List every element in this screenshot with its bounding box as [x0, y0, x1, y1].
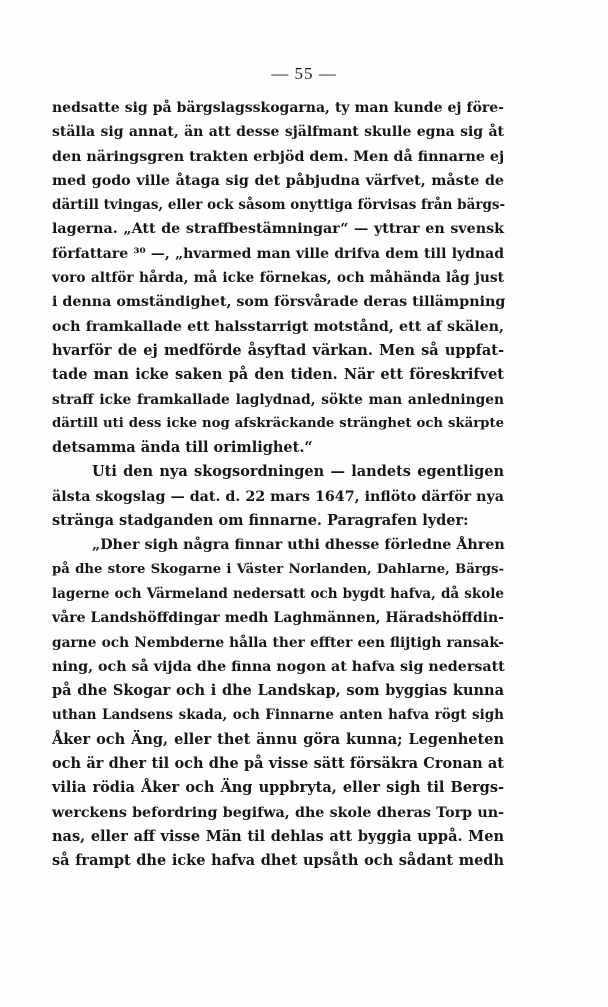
text-line: därtill uti dess icke nog afskräckande stränghet och skärpte [52, 415, 504, 431]
text-line: „Dher sigh några finnar uthi dhesse förledne Åhren [92, 537, 505, 554]
text-line: uthan Landsens skada, och Finnarne anten hafva rögt sigh [52, 707, 504, 724]
text-line: hvarför de ej medförde åsyftad värkan. Men så uppfat- [52, 341, 504, 359]
paragraph-3-quotation [52, 533, 504, 873]
text-line: detsamma ända till orimlighet.“ [52, 439, 313, 457]
text-line: på dhe Skogar och i dhe Landskap, som byggias kunna [52, 682, 504, 700]
text-line: Uti den nya skogsordningen — landets egentligen [92, 463, 504, 481]
text-line: lagerne och Värmeland nedersatt och bygdt hafva, då skole [52, 585, 504, 602]
text-line: och är dher til och dhe på visse sätt försäkra Cronan at [52, 755, 504, 773]
text-line: stränga stadganden om finnarne. Paragrafen lyder: [52, 512, 469, 530]
text-line: straff icke framkallade laglydnad, sökte man anledningen [52, 391, 504, 408]
text-line: och framkallade ett halsstarrigt motstånd, ett af skälen, [52, 318, 504, 335]
body-text [52, 96, 504, 874]
paragraph-2 [52, 460, 504, 533]
text-line: därtill tvingas, eller ock såsom onyttiga förvisas från bärgs- [52, 197, 506, 214]
text-line: så frampt dhe icke hafva dhet upsåth och sådant medh [52, 852, 504, 870]
text-line: voro altför hårda, må icke förnekas, och måhända låg just [52, 270, 504, 287]
text-line: garne och Nembderne hålla ther effter een flijtigh ransak- [52, 634, 504, 651]
text-line: werckens befordring begifwa, dhe skole dheras Torp un- [52, 804, 504, 821]
text-line: den näringsgren trakten erbjöd dem. Men då finnarne ej [52, 148, 505, 165]
text-line: på dhe store Skogarne i Väster Norlanden, Dahlarne, Bärgs- [52, 561, 504, 577]
text-line: älsta skogslag — dat. d. 22 mars 1647, inflöto därför nya [52, 488, 504, 505]
text-line: vilia rödia Åker och Äng uppbryta, eller sigh til Bergs- [52, 779, 504, 797]
text-line: i denna omständighet, som försvårade deras tillämpning [52, 294, 506, 311]
text-line: författare ³⁰ —, „hvarmed man ville drifva dem till lydnad [52, 245, 504, 262]
text-line: ställa sig annat, än att desse själfmant skulle egna sig åt [52, 124, 504, 141]
text-line: med godo ville åtaga sig det påbjudna värfvet, måste de [52, 172, 504, 189]
text-line: nas, eller aff visse Män til dehlas att byggia uppå. Men [52, 827, 504, 845]
text-line: nedsatte sig på bärgslagsskogarna, ty man kunde ej före- [52, 100, 504, 116]
paragraph-1 [52, 96, 504, 460]
text-line: våre Landshöffdingar medh Laghmännen, Häradshöffdin- [52, 610, 504, 627]
text-line: lagerna. „Att de straffbestämningar“ — yttrar en svensk [52, 221, 504, 238]
text-line: Åker och Äng, eller thet ännu göra kunna; Legenheten [52, 730, 504, 748]
text-line: tade man icke saken på den tiden. När ett föreskrifvet [52, 366, 504, 384]
text-line: ning, och så vijda dhe finna nogon at hafva sig nedersatt [52, 658, 505, 675]
page-number: — 55 — [271, 64, 337, 83]
